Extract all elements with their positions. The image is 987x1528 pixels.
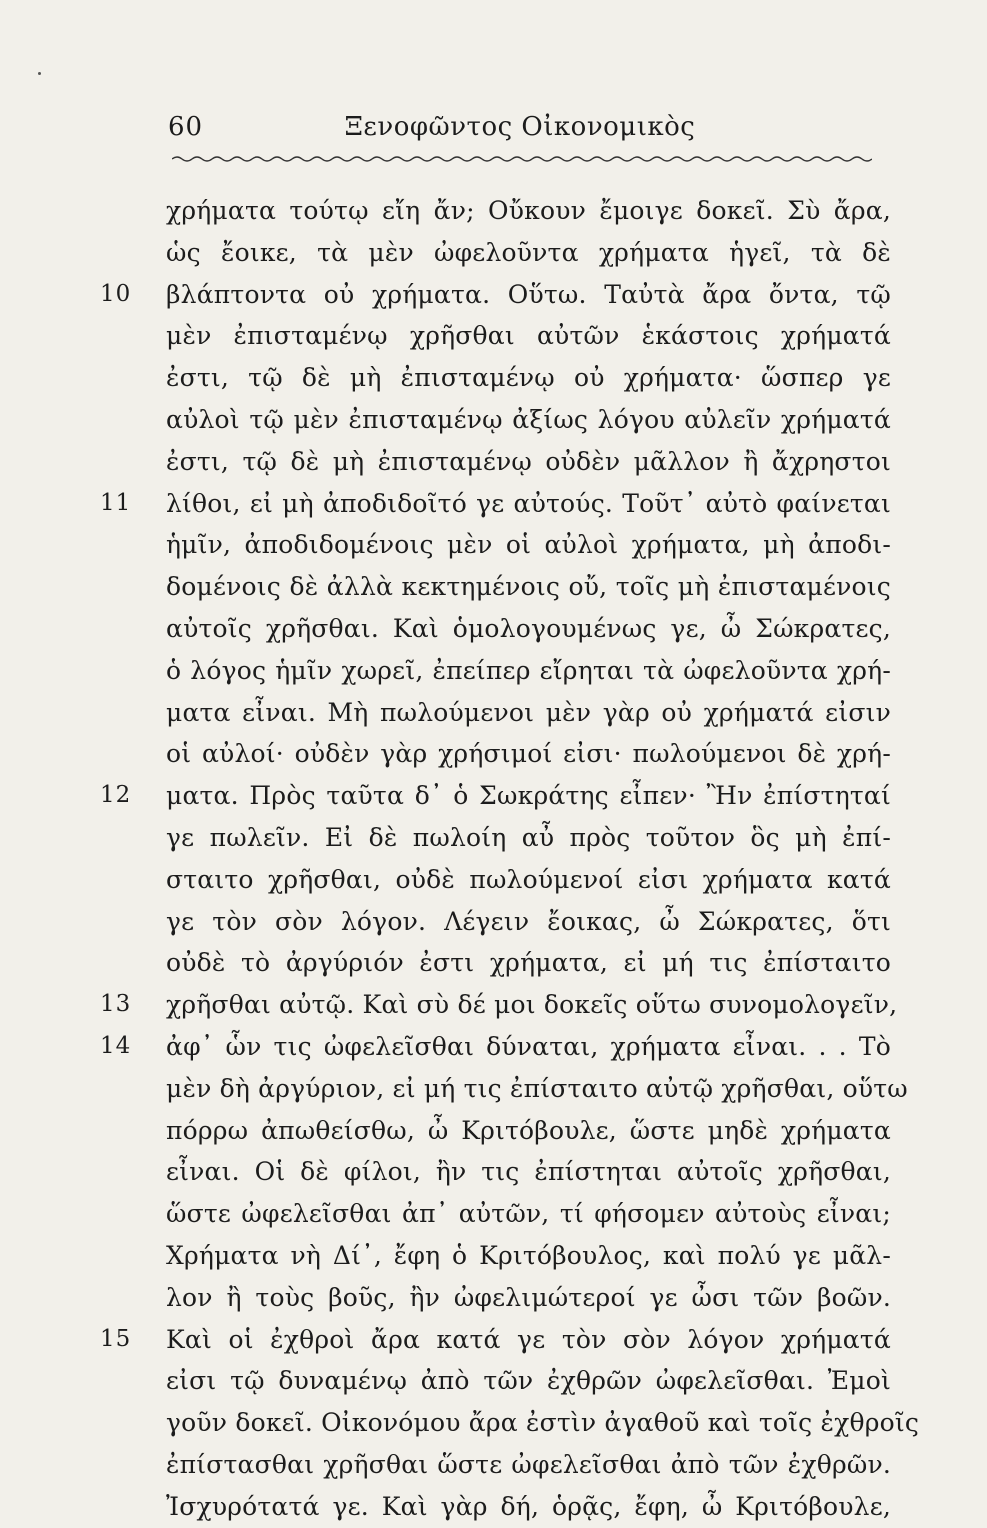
text-line — [100, 315, 900, 357]
line-text: μὲν ἐπισταμένῳ χρῆσθαι αὐτῶν ἑκάστοις χρήματά — [166, 321, 891, 351]
text-line — [100, 1360, 900, 1402]
page-number: 60 — [168, 112, 204, 142]
line-text: ὁ λόγος ἡμῖν χωρεῖ, ἐπείπερ εἴρηται τὰ ὠφελοῦντα χρή- — [166, 655, 891, 685]
text-body — [100, 190, 920, 1528]
line-text: Ἰσχυρότατά γε. Καὶ γὰρ δή, ὁρᾷς, ἔφη, ὦ Κριτόβουλε, — [166, 1491, 891, 1521]
running-head-title: Ξενοφῶντος Οἰκονομικὸς — [344, 112, 696, 142]
line-text: αὐτοῖς χρῆσθαι. Καὶ ὁμολογουμένως γε, ὦ Σώκρατες, — [166, 613, 891, 643]
line-text: ματα εἶναι. Μὴ πωλούμενοι μὲν γὰρ οὐ χρήματά εἰσιν — [166, 697, 891, 727]
line-text: μὲν δὴ ἀργύριον, εἰ μή τις ἐπίσταιτο αὐτῷ χρῆσθαι, οὕτω — [166, 1073, 908, 1103]
text-line — [100, 775, 900, 817]
line-text: ἡμῖν, ἀποδιδομένοις μὲν οἱ αὐλοὶ χρήματα, μὴ ἀποδι- — [166, 530, 891, 560]
line-text: ἐστι, τῷ δὲ μὴ ἐπισταμένῳ οὐδὲν μᾶλλον ἢ ἄχρηστοι — [166, 446, 891, 476]
line-number: 10 — [100, 280, 132, 307]
line-text: ἀφ᾽ ὧν τις ὠφελεῖσθαι δύναται, χρήματα εἶναι. . . Τὸ — [166, 1031, 891, 1061]
line-text: οἱ αὐλοί· οὐδὲν γὰρ χρήσιμοί εἰσι· πωλούμενοι δὲ χρή- — [166, 739, 891, 769]
text-line — [100, 1026, 900, 1068]
text-line — [100, 650, 900, 692]
line-text: γε πωλεῖν. Εἰ δὲ πωλοίη αὖ πρὸς τοῦτον ὃς μὴ ἐπί- — [166, 822, 891, 852]
text-line — [100, 1151, 900, 1193]
text-line — [100, 399, 900, 441]
text-line — [100, 1193, 900, 1235]
line-text: ἐστι, τῷ δὲ μὴ ἐπισταμένῳ οὐ χρήματα· ὥσπερ γε — [166, 363, 891, 393]
line-text: χρῆσθαι αὐτῷ. Καὶ σὺ δέ μοι δοκεῖς οὕτω συνομολογεῖν, — [166, 990, 898, 1020]
line-number: 11 — [100, 489, 132, 516]
text-line — [100, 1319, 900, 1361]
running-head — [160, 112, 890, 152]
line-text: βλάπτοντα οὐ χρήματα. Οὕτω. Ταὐτὰ ἄρα ὄντα, τῷ — [166, 279, 891, 309]
line-number: 14 — [100, 1032, 132, 1059]
text-line — [100, 608, 900, 650]
line-text: δομένοις δὲ ἀλλὰ κεκτημένοις οὔ, τοῖς μὴ ἐπισταμένοις — [166, 572, 891, 602]
line-text: ὥστε ὠφελεῖσθαι ἀπ᾽ αὐτῶν, τί φήσομεν αὐτοὺς εἶναι; — [166, 1199, 891, 1229]
text-line — [100, 984, 900, 1026]
line-text: Χρήματα νὴ Δί᾽, ἔφη ὁ Κριτόβουλος, καὶ πολύ γε μᾶλ- — [166, 1240, 891, 1270]
text-line — [100, 901, 900, 943]
text-line — [100, 1110, 900, 1152]
line-text: εἰσι τῷ δυναμένῳ ἀπὸ τῶν ἐχθρῶν ὠφελεῖσθαι. Ἐμοὶ — [166, 1366, 891, 1396]
line-text: αὐλοὶ τῷ μὲν ἐπισταμένῳ ἀξίως λόγου αὐλεῖν χρήματά — [166, 404, 891, 434]
line-text: οὐδὲ τὸ ἀργύριόν ἐστι χρήματα, εἰ μή τις ἐπίσταιτο — [166, 948, 891, 978]
text-line — [100, 733, 900, 775]
line-number: 15 — [100, 1325, 132, 1352]
text-line — [100, 1277, 900, 1319]
text-line — [100, 524, 900, 566]
text-line — [100, 566, 900, 608]
line-text: γε τὸν σὸν λόγον. Λέγειν ἔοικας, ὦ Σώκρατες, ὅτι — [166, 906, 891, 936]
line-text: χρήματα τούτῳ εἴη ἄν; Οὔκουν ἔμοιγε δοκεῖ. Σὺ ἄρα, — [166, 196, 891, 225]
line-text: σταιτο χρῆσθαι, οὐδὲ πωλούμενοί εἰσι χρήματα κατά — [166, 864, 891, 894]
text-line — [100, 483, 900, 525]
text-line — [100, 692, 900, 734]
text-line — [100, 942, 900, 984]
text-line — [100, 441, 900, 483]
text-line — [100, 1235, 900, 1277]
line-text: ὡς ἔοικε, τὰ μὲν ὠφελοῦντα χρήματα ἡγεῖ, τὰ δὲ — [166, 237, 891, 267]
text-line — [100, 232, 900, 274]
text-line — [100, 190, 900, 232]
paper-speck — [38, 72, 41, 75]
text-line — [100, 1068, 908, 1110]
text-line — [100, 1486, 900, 1528]
line-number: 13 — [100, 991, 132, 1018]
line-text: γοῦν δοκεῖ. Οἰκονόμου ἄρα ἐστὶν ἀγαθοῦ καὶ τοῖς ἐχθροῖς — [166, 1408, 920, 1438]
header-wavy-rule — [172, 155, 872, 163]
line-number: 12 — [100, 782, 132, 809]
text-line — [100, 817, 900, 859]
text-line — [100, 1444, 900, 1486]
line-text: Καὶ οἱ ἐχθροὶ ἄρα κατά γε τὸν σὸν λόγον χρήματά — [166, 1324, 891, 1354]
text-line — [100, 1402, 920, 1444]
text-line — [100, 357, 900, 399]
text-line — [100, 274, 900, 316]
line-text: πόρρω ἀπωθείσθω, ὦ Κριτόβουλε, ὥστε μηδὲ χρήματα — [166, 1115, 891, 1145]
line-text: λίθοι, εἰ μὴ ἀποδιδοῖτό γε αὐτούς. Τοῦτ᾽ αὐτὸ φαίνεται — [166, 488, 891, 518]
line-text: εἶναι. Οἱ δὲ φίλοι, ἢν τις ἐπίστηται αὐτοῖς χρῆσθαι, — [166, 1157, 891, 1187]
line-text: ματα. Πρὸς ταῦτα δ᾽ ὁ Σωκράτης εἶπεν· Ἢν ἐπίστηταί — [166, 781, 891, 811]
line-text: ἐπίστασθαι χρῆσθαι ὥστε ὠφελεῖσθαι ἀπὸ τῶν ἐχθρῶν. — [166, 1449, 891, 1479]
text-line — [100, 859, 900, 901]
line-text: λον ἢ τοὺς βοῦς, ἢν ὠφελιμώτεροί γε ὦσι τῶν βοῶν. — [166, 1282, 891, 1312]
